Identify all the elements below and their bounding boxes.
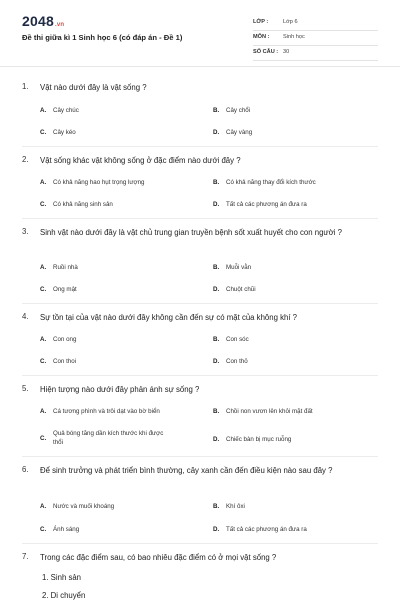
question-number: 1. [22, 82, 29, 91]
divider [22, 303, 378, 304]
divider [22, 146, 378, 147]
list-item: 1. Sinh sản [42, 573, 82, 582]
divider [22, 543, 378, 544]
meta-value: 30 [283, 49, 290, 55]
meta-value: Sinh học [283, 34, 305, 40]
question-number: 2. [22, 155, 29, 164]
exam-title: Đề thi giữa kì 1 Sinh học 6 (có đáp án - Đề 1) [22, 33, 183, 42]
question-text: Trong các đặc điểm sau, có bao nhiêu đặc điểm có ở mọi vật sống ? [40, 553, 277, 562]
list-item: 2. Di chuyển [42, 591, 86, 600]
question-number: 6. [22, 465, 29, 474]
meta-class [253, 16, 378, 31]
divider [22, 218, 378, 219]
meta-label: LỚP : [253, 19, 269, 25]
header [0, 0, 400, 67]
site-logo[interactable]: 2048.vn [22, 13, 65, 29]
divider [22, 375, 378, 376]
logo-suffix: .vn [54, 22, 65, 28]
question-text: Vật nào dưới đây là vật sống ? [40, 83, 147, 92]
meta-count [253, 46, 378, 61]
question-number: 7. [22, 552, 29, 561]
question-text: Vật sống khác vật không sống ở đặc điểm nào dưới đây ? [40, 156, 241, 165]
question-number: 3. [22, 227, 29, 236]
question-text: Hiện tượng nào dưới đây phản ánh sự sống ? [40, 385, 200, 394]
meta-label: SỐ CÂU : [253, 49, 279, 55]
exam-page: 2048.vn Đề thi giữa kì 1 Sinh học 6 (có đáp án - Đề 1) LỚP : Lớp 6 MÔN : Sinh học SỐ CÂU : 30 1. Vật nào dưới đây là vật sống ? A. Cây chúc B. Cây chổi C. Cây kéo D. Cây vàng 2. Vật sống khác vật không sống ở đặc điểm nào dưới đây ? A. Có khả năng hao hụt trọng lượng B. Có khả năng thay đổi kích thước C. Có khả năng sinh sản D. Tất cả các phương án đưa ra 3. Sinh vật nào dưới đây là vật chủ trung gian truyền bệnh sốt xuất huyết cho con người ? A. Ruồi nhà B. Muỗi vằn C. Ong mật D. Chuột chũi 4. Sự tồn tại của vật nào dưới đây không cần đến sự có mặt của không khí ? A. Con ong B. Con sóc C. Con thoi D. Con thỏ 5. Hiện tượng nào dưới đây phản ánh sự sống ? A. Cá tương phình và trôi dạt vào bờ biển B. Chồi non vươn lên khỏi mặt đất C. Quả bóng tăng dần kích thước khi được thổi D. Chiếc bàn bị mục ruỗng 6. Để sinh trưởng và phát triển bình thường, cây xanh cần đến điều kiện nào sau đây ? A. Nước và muối khoáng B. Khí ôxi C. Ánh sáng D. Tất cả các phương án đưa ra 7. Trong các đặc điểm sau, có bao nhiêu đặc điểm có ở mọi vật sống ? 1. Sinh sản 2. Di chuyển [0, 0, 400, 600]
question-text: Để sinh trưởng và phát triển bình thường, cây xanh cần đến điều kiện nào sau đây ? [40, 466, 333, 475]
meta-value: Lớp 6 [283, 19, 298, 25]
question-text: Sự tồn tại của vật nào dưới đây không cần đến sự có mặt của không khí ? [40, 313, 297, 322]
divider [22, 456, 378, 457]
question-number: 5. [22, 384, 29, 393]
question-text: Sinh vật nào dưới đây là vật chủ trung gian truyền bệnh sốt xuất huyết cho con người ? [40, 228, 342, 237]
meta-label: MÔN : [253, 34, 270, 40]
meta-subject [253, 31, 378, 46]
question-number: 4. [22, 312, 29, 321]
